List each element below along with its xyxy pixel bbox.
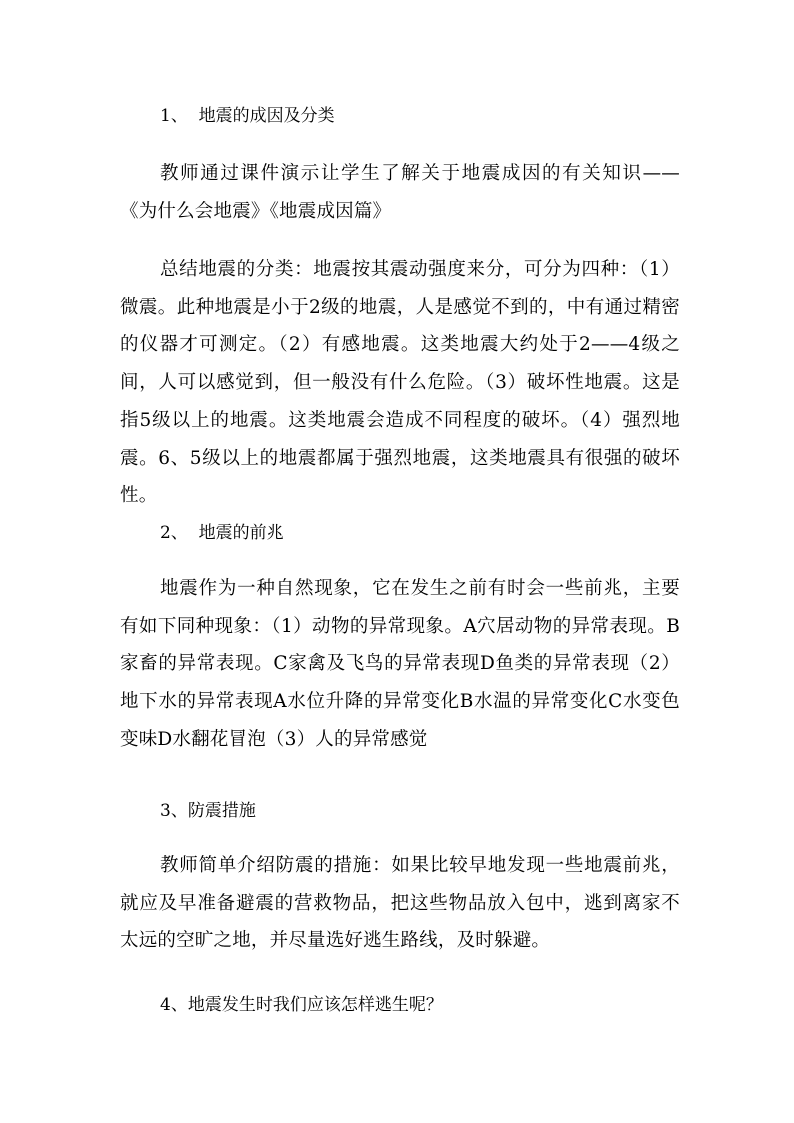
section-1-paragraph-2: 总结地震的分类：地震按其震动强度来分，可分为四种：（1）微震。此种地震是小于2级的地震，人是感觉不到的，中有通过精密的仪器才可测定。（2）有感地震。这类地震大约处于2——4级之间，人可以感觉到，但一般没有什么危险。（3）破坏性地震。这是指5级以上的地震。这类地震会造成不同程度的破坏。（4）强烈地震。6、5级以上的地震都属于强烈地震，这类地震具有很强的破坏性。: [120, 259, 680, 507]
section-1-heading: 1、 地震的成因及分类: [160, 106, 335, 126]
section-1-paragraph-1: 教师通过课件演示让学生了解关于地震成因的有关知识——《为什么会地震》《地震成因篇》: [120, 163, 680, 222]
section-3-heading: 3、防震措施: [160, 801, 256, 821]
section-3-paragraph-1: 教师简单介绍防震的措施：如果比较早地发现一些地震前兆，就应及早准备避震的营救物品，把这些物品放入包中，逃到离家不太远的空旷之地，并尽量选好逃生路线，及时躲避。: [120, 855, 680, 952]
section-4-heading: 4、地震发生时我们应该怎样逃生呢？: [160, 995, 443, 1015]
section-2-heading: 2、 地震的前兆: [160, 523, 284, 543]
section-2-paragraph-1: 地震作为一种自然现象，它在发生之前有时会一些前兆，主要有如下同种现象：（1）动物的异常现象。A穴居动物的异常表现。B家畜的异常表现。C家禽及飞鸟的异常表现D鱼类的异常表现（2）地下水的异常表现A水位升降的异常变化B水温的异常变化C水变色变味D水翻花冒泡（3）人的异常感觉: [120, 578, 680, 750]
